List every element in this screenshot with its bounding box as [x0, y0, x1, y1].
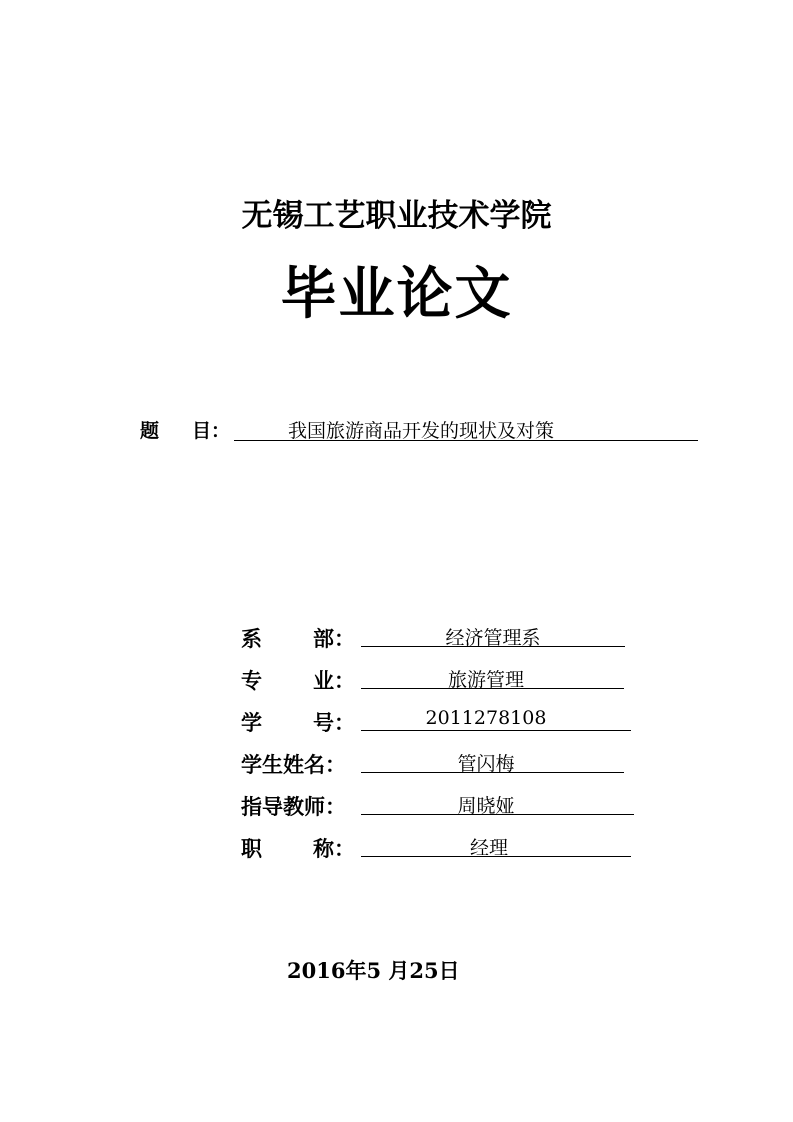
submission-date: 2016年5 月25日: [287, 958, 460, 983]
field-label-first: 职: [241, 836, 262, 861]
field-label: 指导教师：: [241, 794, 346, 819]
topic-label-second: 目：: [192, 420, 231, 442]
field-row-department: [0, 623, 793, 653]
field-value: 经理: [469, 837, 508, 859]
field-label-second: 称：: [313, 836, 355, 861]
field-value: 经济管理系: [445, 627, 541, 649]
field-label-second: 号：: [313, 710, 355, 735]
field-row-title: [0, 833, 793, 863]
field-row-student-id: [0, 707, 793, 737]
field-row-major: [0, 665, 793, 695]
field-value: 2011278108: [425, 707, 547, 729]
field-row-advisor: [0, 791, 793, 821]
document-type-title: 毕业论文: [280, 261, 513, 327]
field-label-first: 学: [241, 710, 262, 735]
school-name: 无锡工艺职业技术学院: [241, 198, 552, 234]
field-value: 管闪梅: [457, 753, 515, 775]
field-label-second: 业：: [313, 668, 355, 693]
field-label-first: 系: [241, 626, 262, 651]
topic-label-first: 题: [140, 420, 160, 442]
field-label-second: 部：: [313, 626, 355, 651]
field-label: 学生姓名：: [241, 752, 346, 777]
field-value: 周晓娅: [457, 795, 515, 817]
field-row-student-name: [0, 749, 793, 779]
topic-value: 我国旅游商品开发的现状及对策: [288, 420, 555, 442]
field-value: 旅游管理: [447, 669, 524, 691]
field-label-first: 专: [241, 668, 262, 693]
